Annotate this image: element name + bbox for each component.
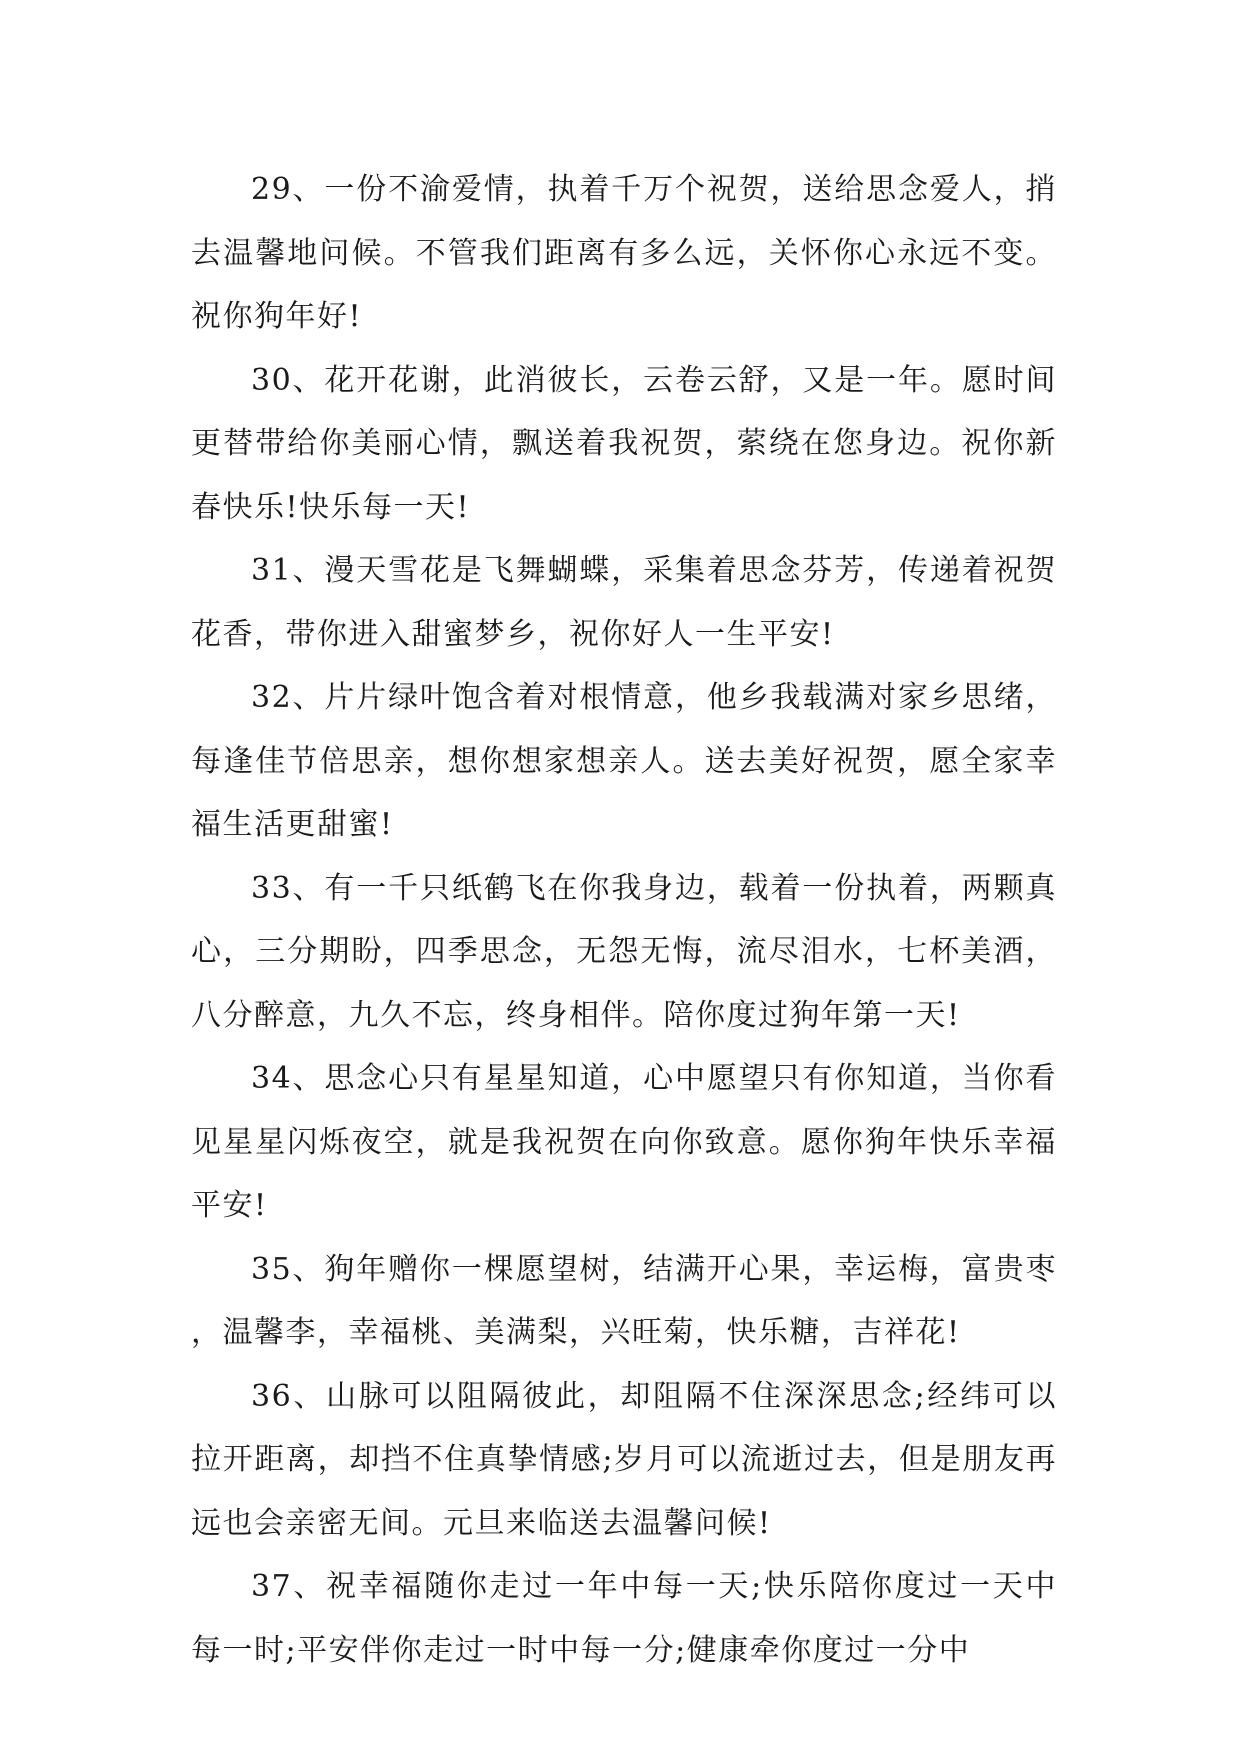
paragraph-31: 31、漫天雪花是飞舞蝴蝶，采集着思念芬芳，传递着祝贺花香，带你进入甜蜜梦乡，祝你好人一生平安!: [191, 553, 1057, 652]
paragraph-32: 32、片片绿叶饱含着对根情意，他乡我载满对家乡思绪，每逢佳节倍思亲，想你想家想亲人。送去美好祝贺，愿全家幸福生活更甜蜜!: [191, 680, 1057, 842]
paragraph-36: 36、山脉可以阻隔彼此，却阻隔不住深深思念;经纬可以拉开距离，却挡不住真挚情感;岁月可以流逝过去，但是朋友再远也会亲密无间。元旦来临送去温馨问候!: [191, 1378, 1057, 1541]
paragraph-30: 30、花开花谢，此消彼长，云卷云舒，又是一年。愿时间更替带给你美丽心情，飘送着我祝贺，萦绕在您身边。祝你新春快乐!快乐每一天!: [191, 362, 1057, 525]
paragraph-37: 37、祝幸福随你走过一年中每一天;快乐陪你度过一天中每一时;平安伴你走过一时中每一分;健康牵你度过一分中: [191, 1569, 1057, 1668]
document-body: [191, 158, 1057, 1682]
paragraph-33: 33、有一千只纸鹤飞在你我身边，载着一份执着，两颗真心，三分期盼，四季思念，无怨无悔，流尽泪水，七杯美酒，八分醉意，九久不忘，终身相伴。陪你度过狗年第一天!: [191, 870, 1057, 1033]
paragraph-34: 34、思念心只有星星知道，心中愿望只有你知道，当你看见星星闪烁夜空，就是我祝贺在向你致意。愿你狗年快乐幸福平安!: [191, 1061, 1057, 1223]
paragraph-29: 29、一份不渝爱情，执着千万个祝贺，送给思念爱人，捎去温馨地问候。不管我们距离有多么远，关怀你心永远不变。祝你狗年好!: [191, 172, 1057, 334]
paragraph-35: 35、狗年赠你一棵愿望树，结满开心果，幸运梅，富贵枣，温馨李，幸福桃、美满梨，兴旺菊，快乐糖，吉祥花!: [191, 1251, 1057, 1350]
